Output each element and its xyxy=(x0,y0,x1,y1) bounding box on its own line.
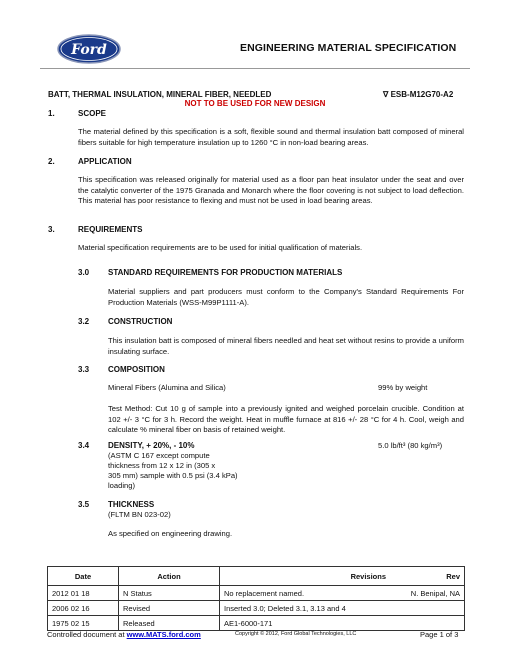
density-value: 5.0 lb/ft³ (80 kg/m³) xyxy=(378,441,443,450)
density-detail: thickness from 12 x 12 in (305 x xyxy=(108,461,216,470)
column-header-date: Date xyxy=(48,567,119,586)
design-notice: NOT TO BE USED FOR NEW DESIGN xyxy=(184,99,326,108)
spec-subtitle: BATT, THERMAL INSULATION, MINERAL FIBER, NEEDLED xyxy=(48,90,272,99)
section-title-composition: COMPOSITION xyxy=(108,365,165,374)
requirements-text: Material specification requirements are to be used for initial qualification of materials. xyxy=(78,243,363,252)
section-number: 3. xyxy=(48,225,55,234)
table-header-row xyxy=(48,567,465,586)
section-number: 3.3 xyxy=(78,365,90,374)
table-row xyxy=(48,601,465,616)
composition-test-method: Test Method: Cut 10 g of sample into a previously ignited and weighed porcelain crucible. Condition at 102 +/- 3 °C for 3 h. Record the weight. Heat in muffle furnace at 816 +/- 28 °C for 4 h. Cool, weigh and calculate % mineral fiber on basis of retained weight. xyxy=(108,404,464,434)
section-title-requirements: REQUIREMENTS xyxy=(78,225,143,234)
logo-text: Ford xyxy=(71,42,107,58)
thickness-text: As specified on engineering drawing. xyxy=(108,529,233,538)
revision-action: Released xyxy=(119,616,220,631)
table-row xyxy=(48,616,465,631)
revision-action: Revised xyxy=(119,601,220,616)
density-detail: (ASTM C 167 except compute xyxy=(108,451,210,460)
footer-copyright: Copyright © 2012, Ford Global Technologies, LLC xyxy=(235,631,357,637)
column-header-rev: Rev xyxy=(390,567,465,586)
column-header-revisions: Revisions xyxy=(220,567,391,586)
section-number: 3.4 xyxy=(78,441,90,450)
section-number: 3.2 xyxy=(78,317,90,326)
section-title-scope: SCOPE xyxy=(78,109,107,118)
section-title-density: DENSITY, + 20%, - 10% xyxy=(108,441,195,450)
section-title-application: APPLICATION xyxy=(78,157,132,166)
footer-controlled xyxy=(47,630,201,639)
spec-code: ∇ ESB-M12G70-A2 xyxy=(383,90,454,99)
composition-item: Mineral Fibers (Alumina and Silica) xyxy=(108,383,226,392)
table-row xyxy=(48,586,465,601)
ford-logo xyxy=(57,34,121,64)
section-number: 1. xyxy=(48,109,55,118)
revision-action: N Status xyxy=(119,586,220,601)
section-number: 3.5 xyxy=(78,500,90,509)
revision-author xyxy=(390,601,465,616)
section-number: 3.0 xyxy=(78,268,90,277)
revision-author xyxy=(390,616,465,631)
revision-date: 2012 01 18 xyxy=(48,586,119,601)
density-detail: 305 mm) sample with 0.5 psi (3.4 kPa) xyxy=(108,471,238,480)
thickness-detail: (FLTM BN 023-02) xyxy=(108,510,171,519)
header-divider xyxy=(40,68,470,69)
density-detail: loading) xyxy=(108,481,136,490)
application-text: This specification was released originally for material used as a floor pan heat insulator under the seat and over the catalytic converter of the 1975 Granada and Monarch where the floor covering is not subject to load deflection. This material has poor resistance to flexing and must not be used in load bearing areas. xyxy=(78,175,464,205)
revision-author: N. Benipal, NA xyxy=(390,586,465,601)
revision-date: 1975 02 15 xyxy=(48,616,119,631)
page-number: Page 1 of 3 xyxy=(420,630,459,639)
section-title-thickness: THICKNESS xyxy=(108,500,155,509)
footer-controlled-text: Controlled document at xyxy=(47,630,125,639)
mats-link[interactable]: www.MATS.ford.com xyxy=(126,630,201,639)
section-title-standard: STANDARD REQUIREMENTS FOR PRODUCTION MATERIALS xyxy=(108,268,343,277)
scope-text: The material defined by this specification is a soft, flexible sound and thermal insulation batt composed of mineral fibers suitable for high temperature insulation up to 1260 °C in non-load bearing areas. xyxy=(78,127,464,147)
revision-description: No replacement named. xyxy=(220,586,391,601)
composition-value: 99% by weight xyxy=(378,383,428,392)
revision-table xyxy=(47,566,465,631)
doc-title: ENGINEERING MATERIAL SPECIFICATION xyxy=(240,42,457,54)
section-title-construction: CONSTRUCTION xyxy=(108,317,173,326)
construction-text: This insulation batt is composed of mineral fibers needled and heat set without resins to provide a uniform insulating surface. xyxy=(108,336,464,356)
revision-description: Inserted 3.0; Deleted 3.1, 3.13 and 4 xyxy=(220,601,391,616)
revision-date: 2006 02 16 xyxy=(48,601,119,616)
section-number: 2. xyxy=(48,157,55,166)
standard-text: Material suppliers and part producers must conform to the Company's Standard Requirements For Production Materials (WSS-M99P1111-A). xyxy=(108,287,464,307)
column-header-action: Action xyxy=(119,567,220,586)
revision-description: AE1-6000-171 xyxy=(220,616,391,631)
